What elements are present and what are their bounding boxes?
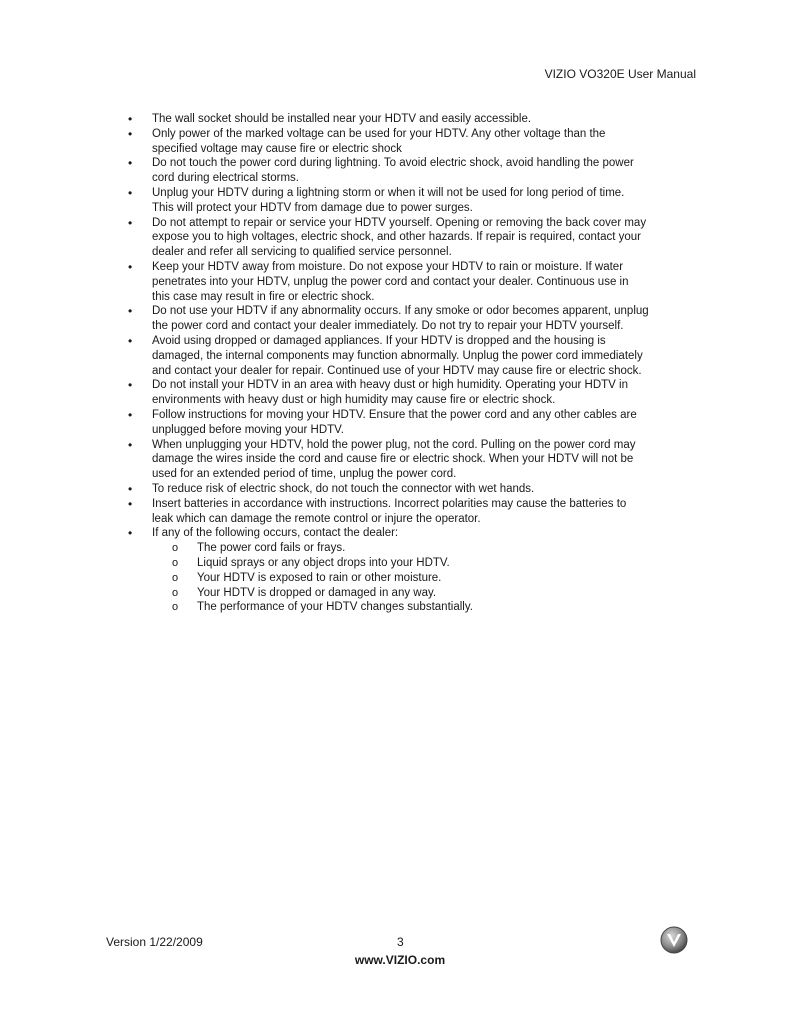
bullet-marker: • (128, 496, 133, 511)
bullet-marker: • (128, 185, 133, 200)
bullet-text-line: unplugged before moving your HDTV. (152, 423, 344, 436)
bullet-text-line: expose you to high voltages, electric shock, and other hazards. If repair is required, contact your (152, 231, 642, 244)
dealer-condition-item (170, 571, 704, 586)
bullet-text-line: and contact your dealer for repair. Continued use of your HDTV may cause fire or electric shock. (152, 364, 642, 377)
bullet-text-line: Avoid using dropped or damaged appliances. If your HDTV is dropped and the housing is (152, 334, 606, 347)
sub-bullet-marker: o (172, 556, 179, 569)
bullet-marker: • (128, 126, 133, 141)
bullet-marker: • (128, 333, 133, 348)
safety-bullet-item (124, 408, 704, 438)
safety-bullet-list (124, 112, 704, 615)
footer-url: www.VIZIO.com (354, 953, 446, 967)
bullet-text-line: Do not use your HDTV if any abnormality occurs. If any smoke or odor becomes apparent, unplug (152, 305, 649, 318)
dealer-condition-item (170, 541, 704, 556)
bullet-text-line: Insert batteries in accordance with instructions. Incorrect polarities may cause the batteries to (152, 497, 627, 510)
page-header-title: VIZIO VO320E User Manual (544, 67, 696, 81)
safety-bullet-item (124, 186, 704, 216)
bullet-marker: • (128, 259, 133, 274)
bullet-text-line: This will protect your HDTV from damage due to power surges. (152, 201, 473, 214)
bullet-text-line: To reduce risk of electric shock, do not touch the connector with wet hands. (152, 482, 535, 495)
bullet-text-line: the power cord and contact your dealer immediately. Do not try to repair your HDTV yourself. (152, 320, 624, 333)
safety-bullet-item (124, 438, 704, 482)
sub-item-text: The performance of your HDTV changes substantially. (197, 601, 473, 614)
safety-bullet-item (124, 216, 704, 260)
bullet-marker: • (128, 156, 133, 171)
vizio-logo-icon (660, 926, 688, 954)
bullet-text-line: Keep your HDTV away from moisture. Do not expose your HDTV to rain or moisture. If water (152, 260, 624, 273)
safety-bullet-item (124, 156, 704, 186)
bullet-text-line: The wall socket should be installed near your HDTV and easily accessible. (152, 113, 532, 125)
bullet-text-line: Follow instructions for moving your HDTV. Ensure that the power cord and any other cables are (152, 408, 637, 421)
bullet-text-line: If any of the following occurs, contact the dealer: (152, 527, 399, 540)
dealer-conditions-list (152, 541, 704, 615)
safety-bullet-item (124, 304, 704, 334)
dealer-condition-item (170, 600, 704, 615)
bullet-text-line: cord during electrical storms. (152, 172, 299, 185)
sub-item-text: Liquid sprays or any object drops into your HDTV. (197, 556, 450, 569)
bullet-marker: • (128, 407, 133, 422)
bullet-text-line: damage the wires inside the cord and cause fire or electric shock. When your HDTV will not be (152, 453, 634, 466)
bullet-text-line: leak which can damage the remote control or injure the operator. (152, 512, 481, 525)
bullet-text-line: Unplug your HDTV during a lightning storm or when it will not be used for long period of time. (152, 186, 625, 199)
bullet-marker: • (128, 526, 133, 541)
sub-bullet-marker: o (172, 571, 179, 584)
page-number: 3 (397, 935, 404, 949)
bullet-text-line: Do not attempt to repair or service your HDTV yourself. Opening or removing the back cover may (152, 216, 647, 229)
sub-item-text: Your HDTV is exposed to rain or other moisture. (197, 571, 442, 584)
safety-bullet-item (124, 260, 704, 304)
safety-bullet-item (124, 112, 704, 127)
sub-bullet-marker: o (172, 601, 179, 614)
footer-version: Version 1/22/2009 (106, 935, 203, 949)
sub-bullet-marker: o (172, 586, 179, 599)
safety-bullet-item (124, 497, 704, 527)
bullet-text-line: this case may result in fire or electric shock. (152, 290, 375, 303)
bullet-marker: • (128, 378, 133, 393)
safety-bullet-item (124, 482, 704, 497)
bullet-marker: • (128, 481, 133, 496)
bullet-text-line: used for an extended period of time, unplug the power cord. (152, 468, 457, 481)
bullet-marker: • (128, 112, 133, 126)
bullet-text-line: dealer and refer all servicing to qualified service personnel. (152, 246, 452, 259)
sub-item-text: The power cord fails or frays. (197, 542, 346, 555)
bullet-marker: • (128, 437, 133, 452)
safety-bullet-item (124, 334, 704, 378)
sub-bullet-marker: o (172, 542, 179, 555)
bullet-text-line: Do not touch the power cord during lightning. To avoid electric shock, avoid handling the power (152, 157, 634, 170)
bullet-marker: • (128, 215, 133, 230)
bullet-text-line: environments with heavy dust or high humidity may cause fire or electric shock. (152, 394, 556, 407)
bullet-text-line: Only power of the marked voltage can be used for your HDTV. Any other voltage than the (152, 127, 606, 140)
safety-instructions (124, 112, 704, 615)
safety-bullet-item (124, 526, 704, 615)
sub-item-text: Your HDTV is dropped or damaged in any way. (197, 586, 437, 599)
safety-bullet-item (124, 127, 704, 157)
safety-bullet-item (124, 378, 704, 408)
dealer-condition-item (170, 586, 704, 601)
bullet-marker: • (128, 304, 133, 319)
dealer-condition-item (170, 556, 704, 571)
bullet-text-line: When unplugging your HDTV, hold the power plug, not the cord. Pulling on the power cord may (152, 438, 636, 451)
bullet-text-line: damaged, the internal components may function abnormally. Unplug the power cord immediately (152, 349, 643, 362)
bullet-text-line: Do not install your HDTV in an area with heavy dust or high humidity. Operating your HDTV in (152, 379, 628, 392)
bullet-text-line: penetrates into your HDTV, unplug the power cord and contact your dealer. Continuous use in (152, 275, 629, 288)
bullet-text-line: specified voltage may cause fire or electric shock (152, 142, 402, 155)
